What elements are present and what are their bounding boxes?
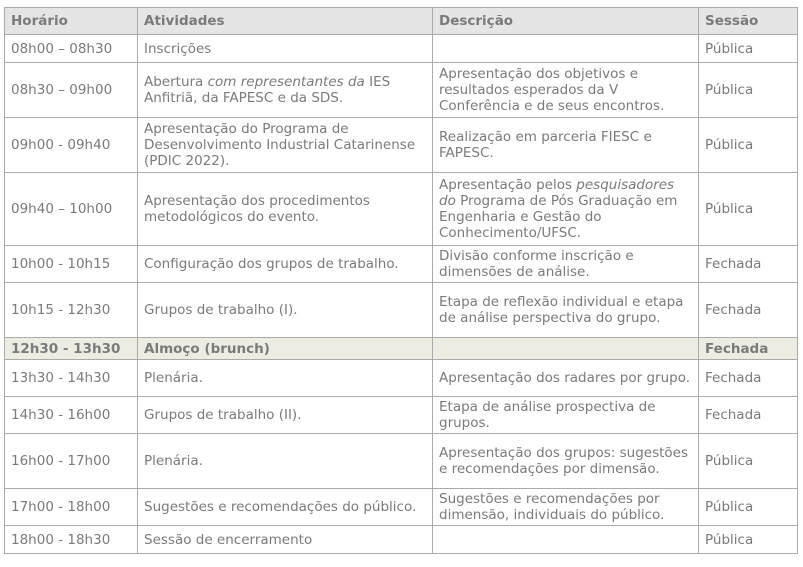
session-cell: Pública: [699, 35, 798, 63]
table-row: [5, 173, 798, 246]
header-session: Sessão: [699, 8, 798, 35]
session-cell: Fechada: [699, 283, 798, 338]
description-cell: Etapa de reflexão individual e etapa de análise perspectiva do grupo.: [433, 283, 699, 338]
activity-cell: Apresentação do Programa de Desenvolvimento Industrial Catarinense (PDIC 2022).: [138, 118, 433, 173]
activity-cell: Configuração dos grupos de trabalho.: [138, 246, 433, 283]
activity-emphasis: com representantes da: [207, 74, 365, 90]
activity-cell: Sessão de encerramento: [138, 526, 433, 554]
description-text: Apresentação pelos: [439, 177, 577, 193]
table-row: [5, 283, 798, 338]
session-cell: Pública: [699, 173, 798, 246]
time-cell: 13h30 - 14h30: [5, 360, 138, 397]
table-row: [5, 246, 798, 283]
table-row: [5, 63, 798, 118]
activity-cell: Plenária.: [138, 434, 433, 489]
time-cell: 16h00 - 17h00: [5, 434, 138, 489]
activity-cell: Apresentação dos procedimentos metodológicos do evento.: [138, 173, 433, 246]
activity-cell: Inscrições: [138, 35, 433, 63]
time-cell: 10h00 - 10h15: [5, 246, 138, 283]
description-cell: Apresentação dos radares por grupo.: [433, 360, 699, 397]
header-activity: Atividades: [138, 8, 433, 35]
table-row: [5, 118, 798, 173]
table-row-highlighted: [5, 338, 798, 360]
header-row: [5, 8, 798, 35]
header-description: Descrição: [433, 8, 699, 35]
table-row: [5, 489, 798, 526]
activity-cell: Plenária.: [138, 360, 433, 397]
time-cell: 12h30 - 13h30: [5, 338, 138, 360]
session-cell: Pública: [699, 118, 798, 173]
time-cell: 08h00 – 08h30: [5, 35, 138, 63]
session-cell: Pública: [699, 434, 798, 489]
header-time: Horário: [5, 8, 138, 35]
description-cell: [433, 526, 699, 554]
activity-cell: Grupos de trabalho (II).: [138, 397, 433, 434]
activity-cell: Almoço (brunch): [138, 338, 433, 360]
description-cell: Apresentação dos objetivos e resultados esperados da V Conferência e de seus encontros.: [433, 63, 699, 118]
session-cell: Pública: [699, 489, 798, 526]
time-cell: 18h00 - 18h30: [5, 526, 138, 554]
session-cell: Fechada: [699, 338, 798, 360]
session-cell: Fechada: [699, 246, 798, 283]
time-cell: 10h15 - 12h30: [5, 283, 138, 338]
session-cell: Pública: [699, 526, 798, 554]
session-cell: Pública: [699, 63, 798, 118]
activity-cell: [138, 63, 433, 118]
schedule-table: [4, 7, 798, 554]
table-row: [5, 526, 798, 554]
table-row: [5, 360, 798, 397]
description-emphasis: pesquisadores do: [439, 177, 675, 209]
time-cell: 09h00 - 09h40: [5, 118, 138, 173]
activity-text: IES Anfitriã, da FAPESC e da SDS.: [144, 74, 391, 106]
session-cell: Fechada: [699, 397, 798, 434]
description-cell: Sugestões e recomendações por dimensão, individuais do público.: [433, 489, 699, 526]
activity-cell: Grupos de trabalho (I).: [138, 283, 433, 338]
activity-cell: Sugestões e recomendações do público.: [138, 489, 433, 526]
description-cell: [433, 338, 699, 360]
description-cell: Apresentação dos grupos: sugestões e recomendações por dimensão.: [433, 434, 699, 489]
activity-text: Abertura: [144, 74, 208, 90]
table-row: [5, 434, 798, 489]
description-cell: [433, 173, 699, 246]
table-row: [5, 397, 798, 434]
description-cell: Divisão conforme inscrição e dimensões de análise.: [433, 246, 699, 283]
time-cell: 14h30 - 16h00: [5, 397, 138, 434]
description-cell: [433, 35, 699, 63]
session-cell: Fechada: [699, 360, 798, 397]
description-cell: Realização em parceria FIESC e FAPESC.: [433, 118, 699, 173]
time-cell: 09h40 – 10h00: [5, 173, 138, 246]
time-cell: 17h00 - 18h00: [5, 489, 138, 526]
time-cell: 08h30 – 09h00: [5, 63, 138, 118]
description-text: Programa de Pós Graduação em Engenharia e Gestão do Conhecimento/UFSC.: [439, 193, 678, 241]
table-row: [5, 35, 798, 63]
description-cell: Etapa de análise prospectiva de grupos.: [433, 397, 699, 434]
